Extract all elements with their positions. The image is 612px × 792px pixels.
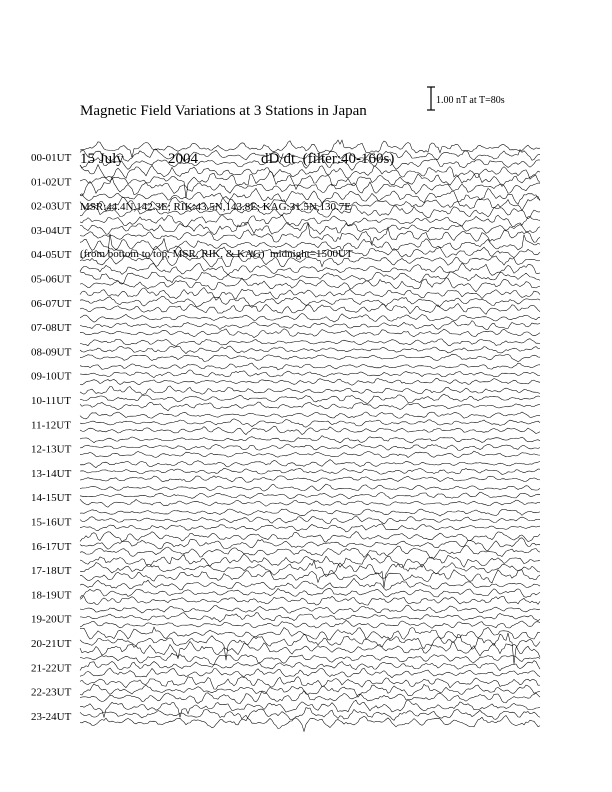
trace-19-20UT-RIK [80,613,540,622]
trace-11-12UT-RIK [80,419,540,427]
trace-00-01UT-MSR [80,158,540,171]
trace-05-06UT-MSR [80,278,540,292]
trace-20-21UT-MSR [80,642,540,659]
trace-05-06UT-RIK [80,272,540,284]
hour-label-15-16UT: 15-16UT [31,516,72,529]
trace-18-19UT-KAG [80,578,540,590]
hour-label-04-05UT: 04-05UT [31,249,72,262]
hour-label-17-18UT: 17-18UT [31,565,72,578]
hour-label-08-09UT: 08-09UT [31,346,72,359]
trace-18-19UT-MSR [80,595,540,605]
hour-label-05-06UT: 05-06UT [31,273,72,286]
trace-01-02UT-MSR [80,177,540,196]
trace-13-14UT-KAG [80,460,540,468]
hour-label-22-23UT: 22-23UT [31,686,72,699]
trace-15-16UT-RIK [80,516,540,524]
trace-06-07UT-KAG [80,288,540,301]
trace-22-23UT-MSR [80,691,540,704]
trace-20-21UT-KAG [80,627,540,640]
trace-04-05UT-KAG [80,235,540,252]
trace-15-16UT-KAG [80,509,540,516]
trace-14-15UT-MSR [80,499,540,507]
trace-01-02UT-RIK [80,171,540,198]
chart-title: Magnetic Field Variations at 3 Stations in Japan [80,103,367,119]
trace-19-20UT-KAG [80,605,540,614]
trace-05-06UT-KAG [80,263,540,275]
trace-21-22UT-KAG [80,653,540,664]
hour-label-14-15UT: 14-15UT [31,492,72,505]
trace-12-13UT-KAG [80,436,540,443]
trace-10-11UT-RIK [80,394,540,403]
trace-22-23UT-RIK [80,684,540,697]
trace-03-04UT-KAG [80,215,540,227]
trace-16-17UT-RIK [80,538,540,551]
station-order-note: (from bottom to top, MSR, RIK, & KAG) midnight=1500UT [80,248,353,260]
hour-label-10-11UT: 10-11UT [31,395,71,407]
trace-19-20UT-MSR [80,620,540,628]
trace-13-14UT-RIK [80,468,540,474]
hour-label-16-17UT: 16-17UT [31,540,72,553]
trace-07-08UT-MSR [80,329,540,338]
hour-label-00-01UT: 00-01UT [31,152,72,164]
hour-label-21-22UT: 21-22UT [31,662,72,675]
hour-label-07-08UT: 07-08UT [31,322,72,335]
hour-label-20-21UT: 20-21UT [31,638,72,650]
hour-label-11-12UT: 11-12UT [31,419,71,432]
trace-03-04UT-RIK [80,222,540,235]
trace-18-19UT-RIK [80,588,540,599]
trace-12-13UT-MSR [80,451,540,458]
component-filter: dD/dt (filter:40-160s) [261,151,395,167]
trace-09-10UT-RIK [80,370,540,378]
trace-14-15UT-KAG [80,484,540,491]
trace-01-02UT-KAG [80,165,540,180]
date-year: 2004 [168,151,198,167]
date-day: 15 July [80,151,124,167]
trace-14-15UT-RIK [80,492,540,499]
hour-label-02-03UT: 02-03UT [31,200,72,213]
trace-15-16UT-MSR [80,524,540,532]
trace-03-04UT-MSR [80,223,540,245]
trace-07-08UT-RIK [80,321,540,330]
trace-11-12UT-MSR [80,426,540,434]
hour-label-12-13UT: 12-13UT [31,443,72,456]
hour-label-18-19UT: 18-19UT [31,589,72,602]
trace-08-09UT-MSR [80,354,540,362]
hour-label-06-07UT: 06-07UT [31,297,72,310]
trace-17-18UT-KAG [80,554,540,567]
hour-label-13-14UT: 13-14UT [31,467,72,480]
trace-00-01UT-KAG [80,140,540,158]
trace-08-09UT-RIK [80,346,540,354]
hour-label-03-04UT: 03-04UT [31,224,72,237]
trace-00-01UT-RIK [80,149,540,162]
trace-10-11UT-KAG [80,386,540,395]
hour-label-01-02UT: 01-02UT [31,176,72,189]
scale-bar-label: 1.00 nT at T=80s [436,95,505,106]
trace-23-24UT-MSR [80,715,540,731]
trace-16-17UT-MSR [80,545,540,558]
hour-label-09-10UT: 09-10UT [31,370,72,383]
trace-06-07UT-MSR [80,304,540,315]
trace-10-11UT-MSR [80,402,540,411]
hour-label-23-24UT: 23-24UT [31,710,72,723]
hour-label-19-20UT: 19-20UT [31,613,72,626]
trace-02-03UT-RIK [80,197,540,212]
trace-07-08UT-KAG [80,313,540,322]
trace-12-13UT-RIK [80,444,540,450]
trace-02-03UT-MSR [80,205,540,219]
trace-11-12UT-KAG [80,412,540,419]
trace-21-22UT-RIK [80,661,540,671]
trace-08-09UT-KAG [80,339,540,347]
station-coordinates: MSR:44.4N,142.3E; RIK:43.5N,143.8E; KAG:31.5N,130.7E [80,201,352,213]
trace-09-10UT-KAG [80,363,540,370]
trace-13-14UT-MSR [80,476,540,482]
trace-09-10UT-MSR [80,378,540,385]
trace-21-22UT-MSR [80,668,540,678]
trace-04-05UT-RIK [80,234,540,260]
trace-17-18UT-MSR [80,570,540,583]
